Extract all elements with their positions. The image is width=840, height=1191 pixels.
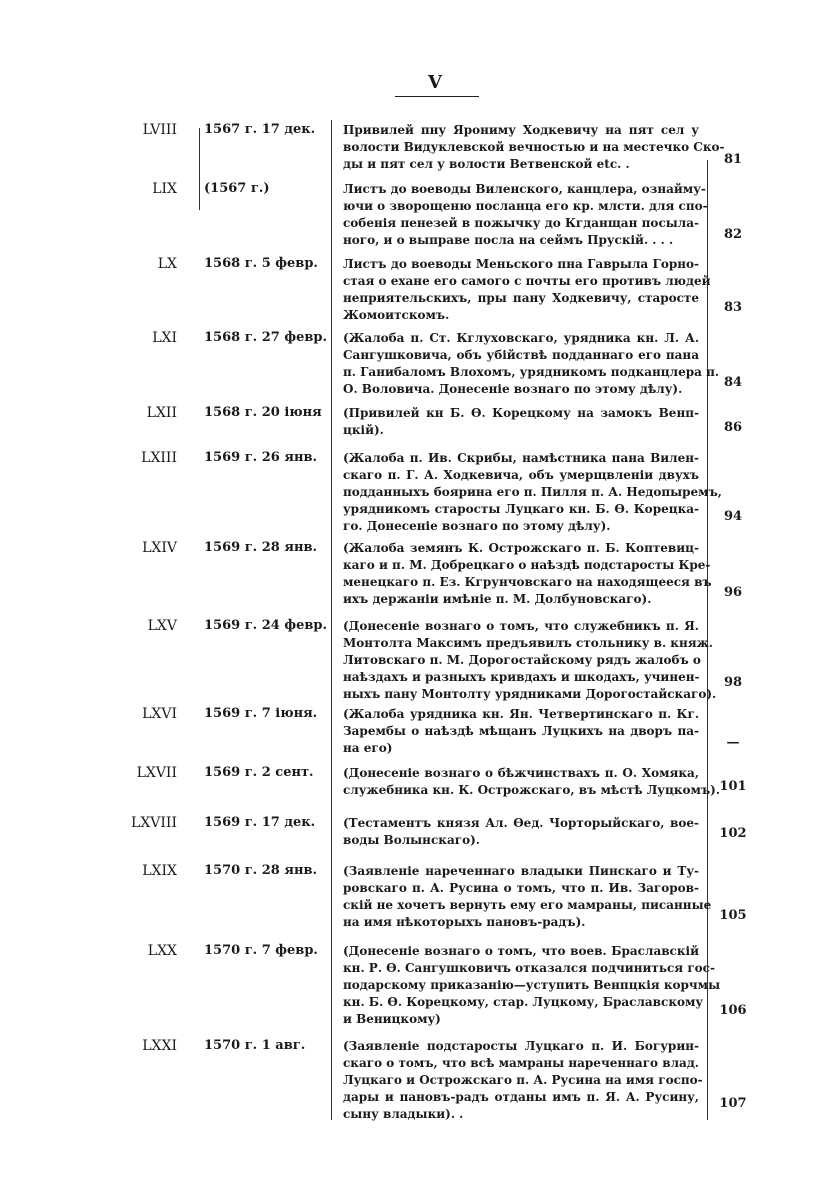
description-line: скій не хочетъ вернуть ему его мамраны, писанные: [343, 898, 712, 912]
entry-page-number: 84: [723, 375, 743, 390]
description-line: скаго о томъ, что всѣ мамраны нареченнаго влад.: [343, 1056, 699, 1070]
description-line: п. Ганибаломъ Влохомъ, урядникомъ подканцлера п.: [343, 365, 720, 379]
entry-page-number: 98: [723, 675, 743, 690]
entry-number: LXI: [152, 330, 177, 346]
entry-page-number: 105: [719, 908, 747, 923]
description-line: каго и п. М. Добрецкаго о наѣздѣ подстаросты Кре-: [343, 558, 711, 572]
entry-number: LXXI: [142, 1038, 177, 1054]
description-line: Привилей пну Ярониму Ходкевичу на пят сел у: [343, 123, 699, 137]
entry-page-number: 102: [719, 826, 747, 841]
description-line: ды и пят сел у волости Ветвенской etc. .: [343, 157, 630, 171]
entry-page-number: 83: [723, 300, 743, 315]
entry-date: 1567 г. 17 дек.: [204, 122, 316, 137]
description-line: подданныхъ боярина его п. Пилля п. А. Недопыремъ,: [343, 485, 722, 499]
entry-page-number: 94: [723, 509, 743, 524]
entry-page-number: 107: [719, 1096, 747, 1111]
header-rule: [395, 96, 479, 97]
entry-number: LXIII: [141, 450, 177, 466]
description-line: (Тестаментъ князя Ал. Ѳед. Чорторыйскаго, вое-: [343, 816, 699, 830]
description-line: ного, и о выправе посла на сеймъ Прускій. . . .: [343, 233, 674, 247]
description-line: (Донесеніе вознаго о томъ, что служебникъ п. Я.: [343, 619, 699, 633]
entry-page-number: 96: [723, 585, 743, 600]
description-line: (Жалоба п. Ив. Скрибы, намѣстника пана Вилен-: [343, 451, 699, 465]
description-line: Листъ до воеводы Меньского пна Гаврыла Горно-: [343, 257, 699, 271]
entry-date: (1567 г.): [204, 181, 270, 196]
entry-description: [343, 1038, 703, 1123]
entry-description: [343, 122, 725, 173]
description-line: Жомоитскомъ.: [343, 308, 450, 322]
entry-number: LX: [157, 256, 177, 272]
description-line: кн. Р. Ѳ. Сангушковичъ отказался подчиниться гос-: [343, 961, 715, 975]
entry-date: 1568 г. 27 февр.: [204, 330, 327, 345]
description-line: (Донесеніе вознаго о томъ, что воев. Браславскій: [343, 944, 699, 958]
entry-description: [343, 450, 722, 535]
description-line: О. Воловича. Донесеніе вознаго по этому дѣлу).: [343, 382, 683, 396]
description-line: Сангушковича, объ убійствѣ подданнаго его пана: [343, 348, 699, 362]
description-line: скаго п. Г. А. Ходкевича, объ умерщвленіи двухъ: [343, 468, 699, 482]
entry-date: 1569 г. 28 янв.: [204, 540, 318, 555]
page-header: V: [428, 72, 442, 93]
entry-page-number: 81: [723, 152, 743, 167]
entry-description: [343, 405, 699, 439]
description-line: воды Волынскаго).: [343, 833, 480, 847]
entry-number: LXIV: [142, 540, 177, 556]
entry-date: 1569 г. 26 янв.: [204, 450, 318, 465]
description-line: кн. Б. Ѳ. Корецкому, стар. Луцкому, Браславскому: [343, 995, 704, 1009]
entry-page-number: 106: [719, 1003, 747, 1018]
entry-date: 1568 г. 5 февр.: [204, 256, 318, 271]
description-line: (Жалоба п. Ст. Кглуховскаго, урядника кн. Л. А.: [343, 331, 699, 345]
entry-description: [343, 706, 699, 757]
description-line: цкій).: [343, 423, 384, 437]
entry-description: [343, 256, 711, 324]
description-line: менецкаго п. Ез. Кгрунчовскаго на находящееся въ: [343, 575, 712, 589]
entry-description: [343, 330, 720, 398]
entry-page-number: 86: [723, 420, 743, 435]
entry-description: [343, 815, 699, 849]
description-line: и Веницкому): [343, 1012, 441, 1026]
description-line: (Донесеніе вознаго о бѣжчинствахъ п. О. Хомяка,: [343, 766, 699, 780]
entry-date: 1570 г. 28 янв.: [204, 863, 318, 878]
description-line: Зарембы о наѣздѣ мѣщанъ Луцкихъ на дворъ па-: [343, 724, 699, 738]
entry-number: LXVIII: [131, 815, 177, 831]
description-line: (Заявленіе нареченнаго владыки Пинскаго и Ту-: [343, 864, 699, 878]
entry-description: [343, 540, 712, 608]
entry-number: LXV: [147, 618, 177, 634]
description-line: ихъ держаніи имѣніе п. М. Долбуновскаго).: [343, 592, 652, 606]
entry-date: 1569 г. 7 іюня.: [204, 706, 318, 721]
entry-number: LXVII: [136, 765, 177, 781]
entry-number: LXVI: [142, 706, 177, 722]
entry-date: 1570 г. 7 февр.: [204, 943, 318, 958]
entry-description: [343, 181, 708, 249]
entry-date: 1569 г. 17 дек.: [204, 815, 316, 830]
description-line: стая о ехане его самого с почты его противъ людей: [343, 274, 711, 288]
description-line: (Заявленіе подстаросты Луцкаго п. И. Богурин-: [343, 1039, 699, 1053]
description-line: подарскому приказанію—уступить Венпцкія корчмы: [343, 978, 721, 992]
entry-date: 1570 г. 1 авг.: [204, 1038, 306, 1053]
description-line: на его): [343, 741, 393, 755]
entry-description: [343, 765, 721, 799]
description-line: (Жалоба урядника кн. Ян. Четвертинскаго п. Кг.: [343, 707, 699, 721]
entry-number: LXX: [147, 943, 177, 959]
entry-page-number: —: [726, 735, 740, 750]
entry-description: [343, 863, 712, 931]
entry-number: LVIII: [142, 122, 177, 138]
description-line: на имя нѣкоторыхъ пановъ-радъ).: [343, 915, 586, 929]
description-line: (Жалоба земянъ К. Острожскаго п. Б. Коптевиц-: [343, 541, 699, 555]
entry-number: LXIX: [142, 863, 177, 879]
description-line: Литовскаго п. М. Дорогостайскому рядъ жалобъ о: [343, 653, 701, 667]
description-line: наѣздахъ и разныхъ кривдахъ и шкодахъ, учинен-: [343, 670, 700, 684]
description-line: служебника кн. К. Острожскаго, въ мѣстѣ Луцкомъ).: [343, 783, 721, 797]
description-line: сыну владыки). .: [343, 1107, 464, 1121]
description-line: го. Донесеніе вознаго по этому дѣлу).: [343, 519, 611, 533]
entry-date: 1569 г. 2 сент.: [204, 765, 314, 780]
entry-description: [343, 943, 721, 1028]
description-line: неприятельскихъ, пры пану Ходкевичу, старосте: [343, 291, 699, 305]
description-line: ныхъ пану Монтолту урядниками Дорогостайскаго).: [343, 687, 717, 701]
description-line: собенія пенезей в пожычку до Кгданщан посыла-: [343, 216, 699, 230]
description-line: Луцкаго и Острожскаго п. А. Русина на имя госпо-: [343, 1073, 703, 1087]
description-line: (Привилей кн Б. Ѳ. Корецкому на замокъ Венп-: [343, 406, 699, 420]
column-rule-date: [199, 128, 200, 210]
description-line: урядникомъ старосты Луцкаго кн. Б. Ѳ. Корецка-: [343, 502, 699, 516]
description-line: Монтолта Максимъ предъявилъ стольнику в. княж.: [343, 636, 713, 650]
entry-page-number: 82: [723, 227, 743, 242]
description-line: ючи о зворощеню посланца его кр. млсти. для спо-: [343, 199, 708, 213]
description-line: волости Видуклевской вечностью и на местечко Ско-: [343, 140, 725, 154]
entry-number: LIX: [152, 181, 177, 197]
description-line: Листъ до воеводы Виленского, канцлера, ознайму-: [343, 182, 706, 196]
entry-date: 1569 г. 24 февр.: [204, 618, 327, 633]
entry-page-number: 101: [719, 779, 747, 794]
description-line: дары и пановъ-радъ отданы имъ п. Я. А. Русину,: [343, 1090, 699, 1104]
column-rule-desc: [331, 120, 332, 1120]
entry-description: [343, 618, 717, 703]
entry-date: 1568 г. 20 іюня: [204, 405, 322, 420]
entry-number: LXII: [146, 405, 177, 421]
description-line: ровскаго п. А. Русина о томъ, что п. Ив. Загоров-: [343, 881, 699, 895]
